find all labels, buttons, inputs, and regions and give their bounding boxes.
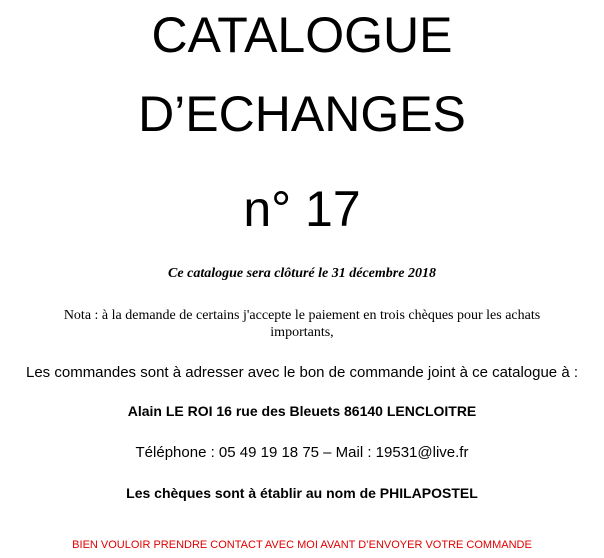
- catalogue-title-line2: D’ECHANGES: [138, 86, 466, 142]
- payment-note: [0, 307, 604, 341]
- cheque-payee: Les chèques sont à établir au nom de PHILAPOSTEL: [126, 485, 478, 501]
- postal-address: Alain LE ROI 16 rue des Bleuets 86140 LENCLOITRE: [127, 403, 477, 419]
- contact-before-order-notice: BIEN VOULOIR PRENDRE CONTACT AVEC MOI AVANT D’ENVOYER VOTRE COMMANDE: [72, 539, 532, 551]
- payment-note-line2: importants,: [270, 325, 334, 340]
- orders-instruction: Les commandes sont à adresser avec le bon de commande joint à ce catalogue à :: [26, 364, 578, 381]
- contact-details: Téléphone : 05 49 19 18 75 – Mail : 19531@live.fr: [135, 444, 469, 461]
- catalogue-title-line1: CATALOGUE: [151, 7, 453, 63]
- payment-note-line1: Nota : à la demande de certains j'accepte le paiement en trois chèques pour les achats: [63, 308, 541, 323]
- closing-date-notice: Ce catalogue sera clôturé le 31 décembre 2018: [168, 266, 436, 281]
- catalogue-number: n° 17: [243, 181, 361, 237]
